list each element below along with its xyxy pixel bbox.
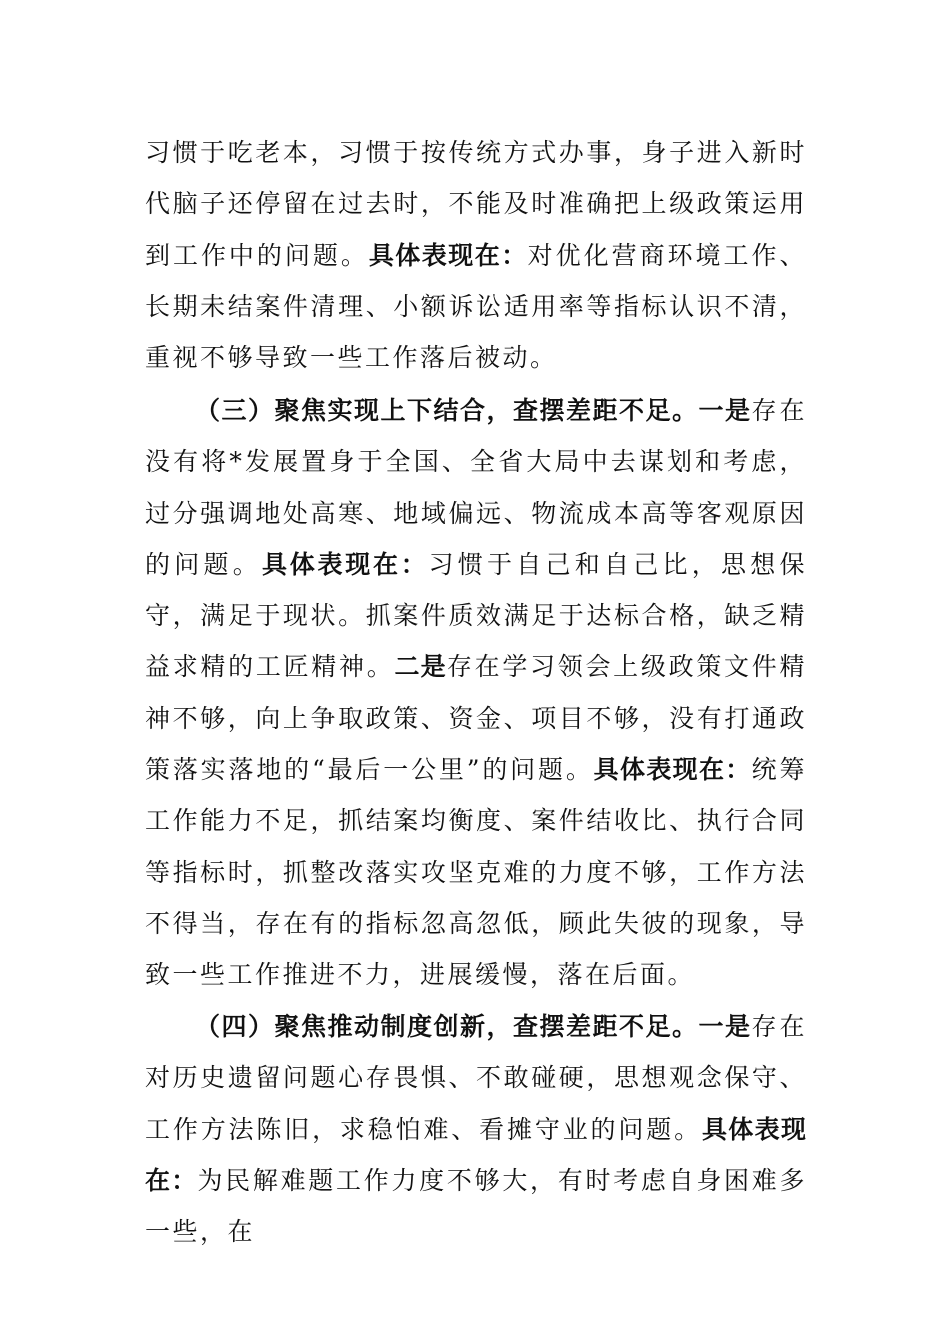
paragraph-text: [145, 385, 807, 1001]
paragraph-continuation: [145, 127, 807, 383]
body-text: 存在没有将*发展置身于全国、全省大局中去谋划和考虑，过分强调地处高寒、地域偏远、物流成本高等客观原因的问题。: [145, 396, 807, 579]
bold-label: 具体表现在：: [262, 549, 429, 579]
bold-label: 具体表现在：: [593, 755, 752, 785]
body-text: 习惯于吃老本，习惯于按传统方式办事，身子进入新时代脑子还停留在过去时，不能及时准确把上级政策运用到工作中的问题。: [145, 138, 807, 270]
body-text: 存在学习领会上级政策文件精神不够，向上争取政策、资金、项目不够，没有打通政策落实落地的“最后一公里”的问题。: [145, 652, 807, 785]
bold-label: 具体表现在：: [145, 1114, 807, 1195]
bold-label: 具体表现在：: [368, 240, 528, 270]
section-four-paragraph: [145, 1001, 807, 1257]
point-label: 一是: [698, 1012, 752, 1041]
point-label: 一是: [698, 396, 752, 425]
paragraph-text: [145, 1001, 807, 1257]
body-text: 对优化营商环境工作、长期未结案件清理、小额诉讼适用率等指标认识不清，重视不够导致一些工作落后被动。: [145, 240, 807, 373]
paragraph-text: [145, 127, 807, 383]
body-text: 存在对历史遗留问题心存畏惧、不敢碰硬，思想观念保守、工作方法陈旧，求稳怕难、看摊守业的问题。: [145, 1012, 807, 1144]
body-text: 统筹工作能力不足，抓结案均衡度、案件结收比、执行合同等指标时，抓整改落实攻坚克难的力度不够，工作方法不得当，存在有的指标忽高忽低，顾此失彼的现象，导致一些工作推进不力，进展缓慢，落在后面。: [145, 755, 807, 990]
section-heading: （四）聚焦推动制度创新，查摆差距不足。: [195, 1012, 699, 1041]
section-heading: （三）聚焦实现上下结合，查摆差距不足。: [195, 396, 699, 425]
body-text: 习惯于自己和自己比，思想保守，满足于现状。抓案件质效满足于达标合格，缺乏精益求精的工匠精神。: [145, 549, 807, 682]
body-text: 为民解难题工作力度不够大，有时考虑自身困难多一些，在: [145, 1165, 807, 1247]
point-label: 二是: [394, 652, 447, 682]
section-three-paragraph: [145, 385, 807, 1001]
